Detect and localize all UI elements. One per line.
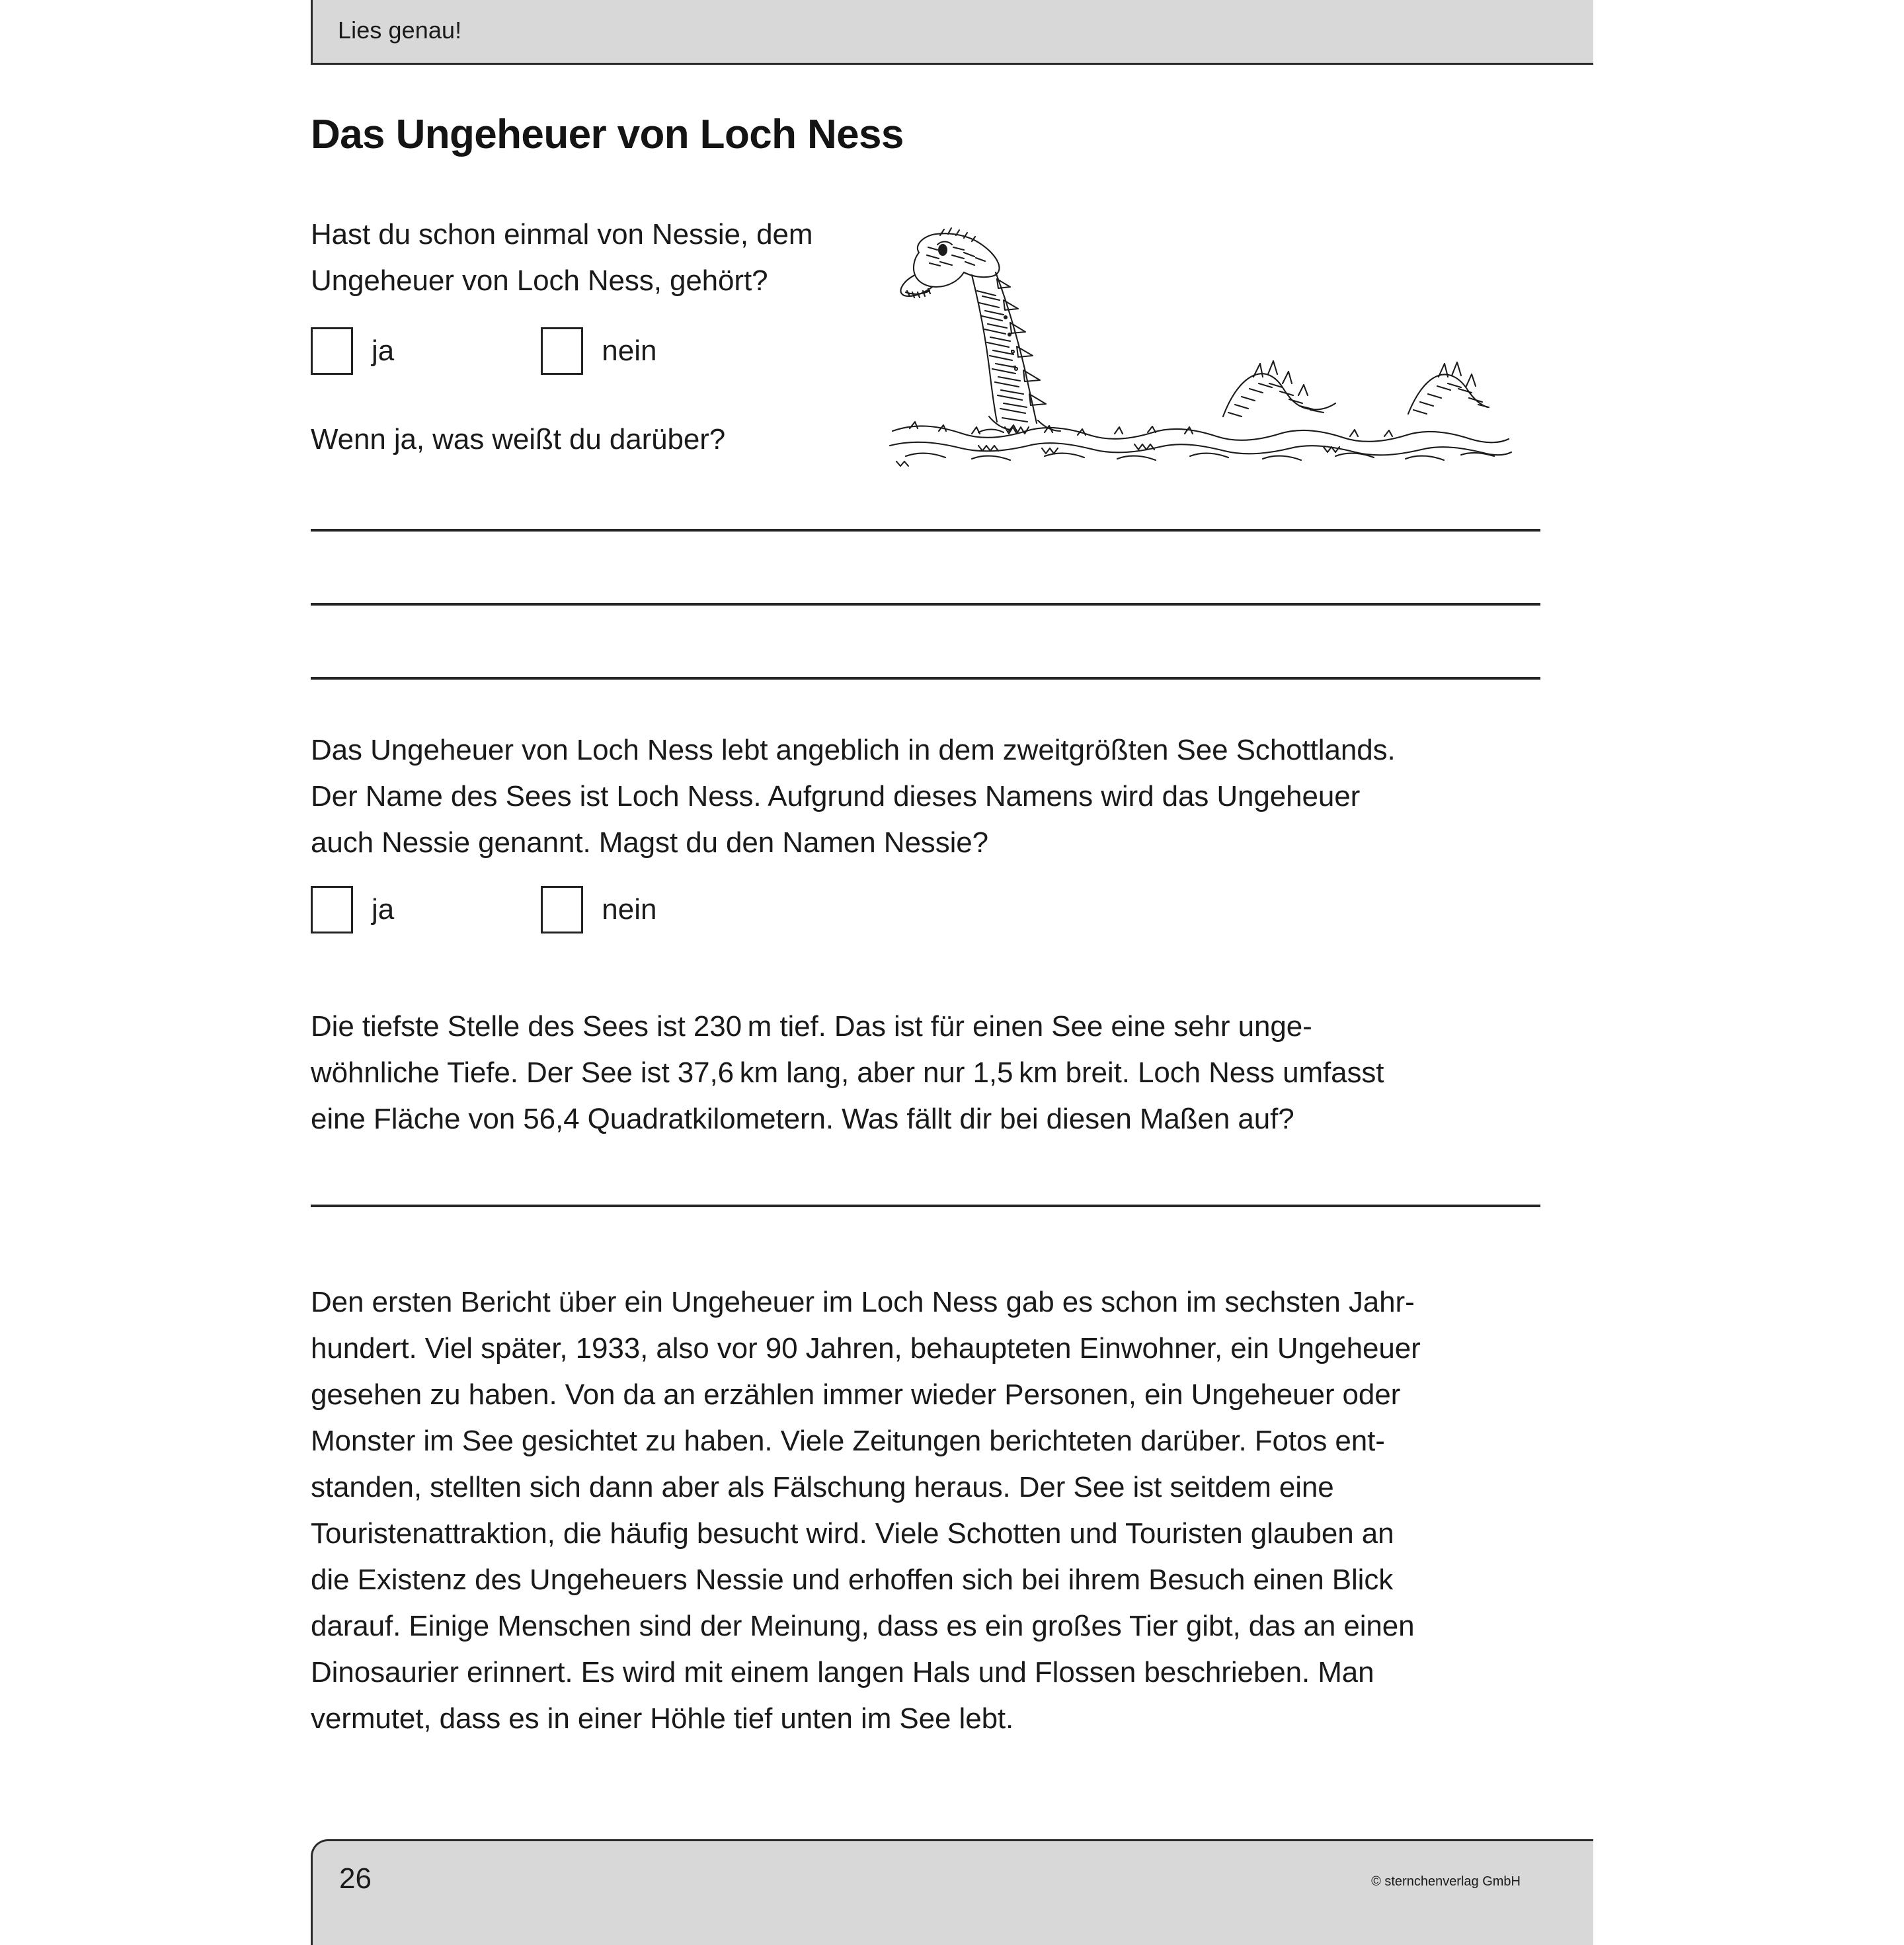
copyright-notice: © sternchenverlag GmbH bbox=[1371, 1874, 1521, 1889]
followup-question-text bbox=[311, 417, 725, 463]
checkbox-ja-1[interactable] bbox=[311, 327, 353, 375]
history-paragraph-line: darauf. Einige Menschen sind der Meinung, dass es ein großes Tier gibt, das an einen bbox=[311, 1610, 1415, 1642]
checkbox-ja-2[interactable] bbox=[311, 886, 353, 933]
instruction-label: Lies genau! bbox=[338, 17, 462, 44]
intro-question-line: Hast du schon einmal von Nessie, dem bbox=[311, 218, 813, 251]
checkbox-label-ja-1: ja bbox=[372, 335, 395, 367]
checkbox-nein-2[interactable] bbox=[541, 886, 583, 933]
header-banner bbox=[311, 0, 1593, 65]
history-paragraph bbox=[311, 1279, 1421, 1742]
measurements-paragraph-line: Die tiefste Stelle des Sees ist 230 m tief. Das ist für einen See eine sehr unge- bbox=[311, 1010, 1312, 1043]
followup-question-line: Wenn ja, was weißt du darüber? bbox=[311, 423, 726, 456]
intro-question-text bbox=[311, 212, 813, 304]
measurements-paragraph-line: wöhnliche Tiefe. Der See ist 37,6 km lang, aber nur 1,5 km breit. Loch Ness umfasst bbox=[311, 1056, 1384, 1089]
checkbox-group-nein-2[interactable] bbox=[541, 886, 656, 933]
footer-banner bbox=[311, 1839, 1593, 1945]
history-paragraph-line: gesehen zu haben. Von da an erzählen immer wieder Personen, ein Ungeheuer oder bbox=[311, 1378, 1401, 1411]
history-paragraph-line: Den ersten Bericht über ein Ungeheuer im Loch Ness gab es schon im sechsten Jahr- bbox=[311, 1286, 1415, 1318]
measurements-paragraph bbox=[311, 1004, 1384, 1142]
page-title: Das Ungeheuer von Loch Ness bbox=[311, 112, 904, 157]
history-paragraph-line: standen, stellten sich dann aber als Fälschung heraus. Der See ist seitdem eine bbox=[311, 1471, 1334, 1503]
checkbox-label-nein-1: nein bbox=[602, 335, 657, 367]
loch-ness-monster-illustration bbox=[879, 218, 1514, 469]
history-paragraph-line: Monster im See gesichtet zu haben. Viele Zeitungen berichteten darüber. Fotos ent- bbox=[311, 1425, 1385, 1457]
answer-rule-line-1 bbox=[311, 529, 1540, 532]
checkbox-label-ja-2: ja bbox=[372, 893, 395, 926]
history-paragraph-line: Touristenattraktion, die häufig besucht wird. Viele Schotten und Touristen glauben an bbox=[311, 1517, 1394, 1550]
measurements-paragraph-line: eine Fläche von 56,4 Quadratkilometern. Was fällt dir bei diesen Maßen auf? bbox=[311, 1103, 1294, 1135]
history-paragraph-line: hundert. Viel später, 1933, also vor 90 Jahren, behaupteten Einwohner, ein Ungeheuer bbox=[311, 1332, 1421, 1365]
answer-rule-line-2 bbox=[311, 603, 1540, 606]
checkbox-label-nein-2: nein bbox=[602, 893, 657, 926]
history-paragraph-line: Dinosaurier erinnert. Es wird mit einem langen Hals und Flossen beschrieben. Man bbox=[311, 1656, 1374, 1688]
intro-answer-checkboxes bbox=[311, 327, 656, 375]
history-paragraph-line: vermutet, dass es in einer Höhle tief unten im See lebt. bbox=[311, 1702, 1014, 1735]
checkbox-group-ja-1[interactable] bbox=[311, 327, 394, 375]
page-number: 26 bbox=[339, 1862, 372, 1895]
checkbox-nein-1[interactable] bbox=[541, 327, 583, 375]
lake-paragraph-line: auch Nessie genannt. Magst du den Namen Nessie? bbox=[311, 826, 989, 859]
checkbox-group-ja-2[interactable] bbox=[311, 886, 394, 933]
lake-paragraph-line: Das Ungeheuer von Loch Ness lebt angeblich in dem zweitgrößten See Schottlands. bbox=[311, 734, 1396, 766]
history-paragraph-line: die Existenz des Ungeheuers Nessie und erhoffen sich bei ihrem Besuch einen Blick bbox=[311, 1564, 1394, 1596]
intro-question-line: Ungeheuer von Loch Ness, gehört? bbox=[311, 264, 768, 297]
answer-rule-line-3 bbox=[311, 677, 1540, 680]
name-answer-checkboxes bbox=[311, 886, 656, 933]
checkbox-group-nein-1[interactable] bbox=[541, 327, 656, 375]
answer-rule-line-4 bbox=[311, 1205, 1540, 1207]
lake-paragraph bbox=[311, 727, 1396, 866]
lake-paragraph-line: Der Name des Sees ist Loch Ness. Aufgrund dieses Namens wird das Ungeheuer bbox=[311, 780, 1361, 813]
